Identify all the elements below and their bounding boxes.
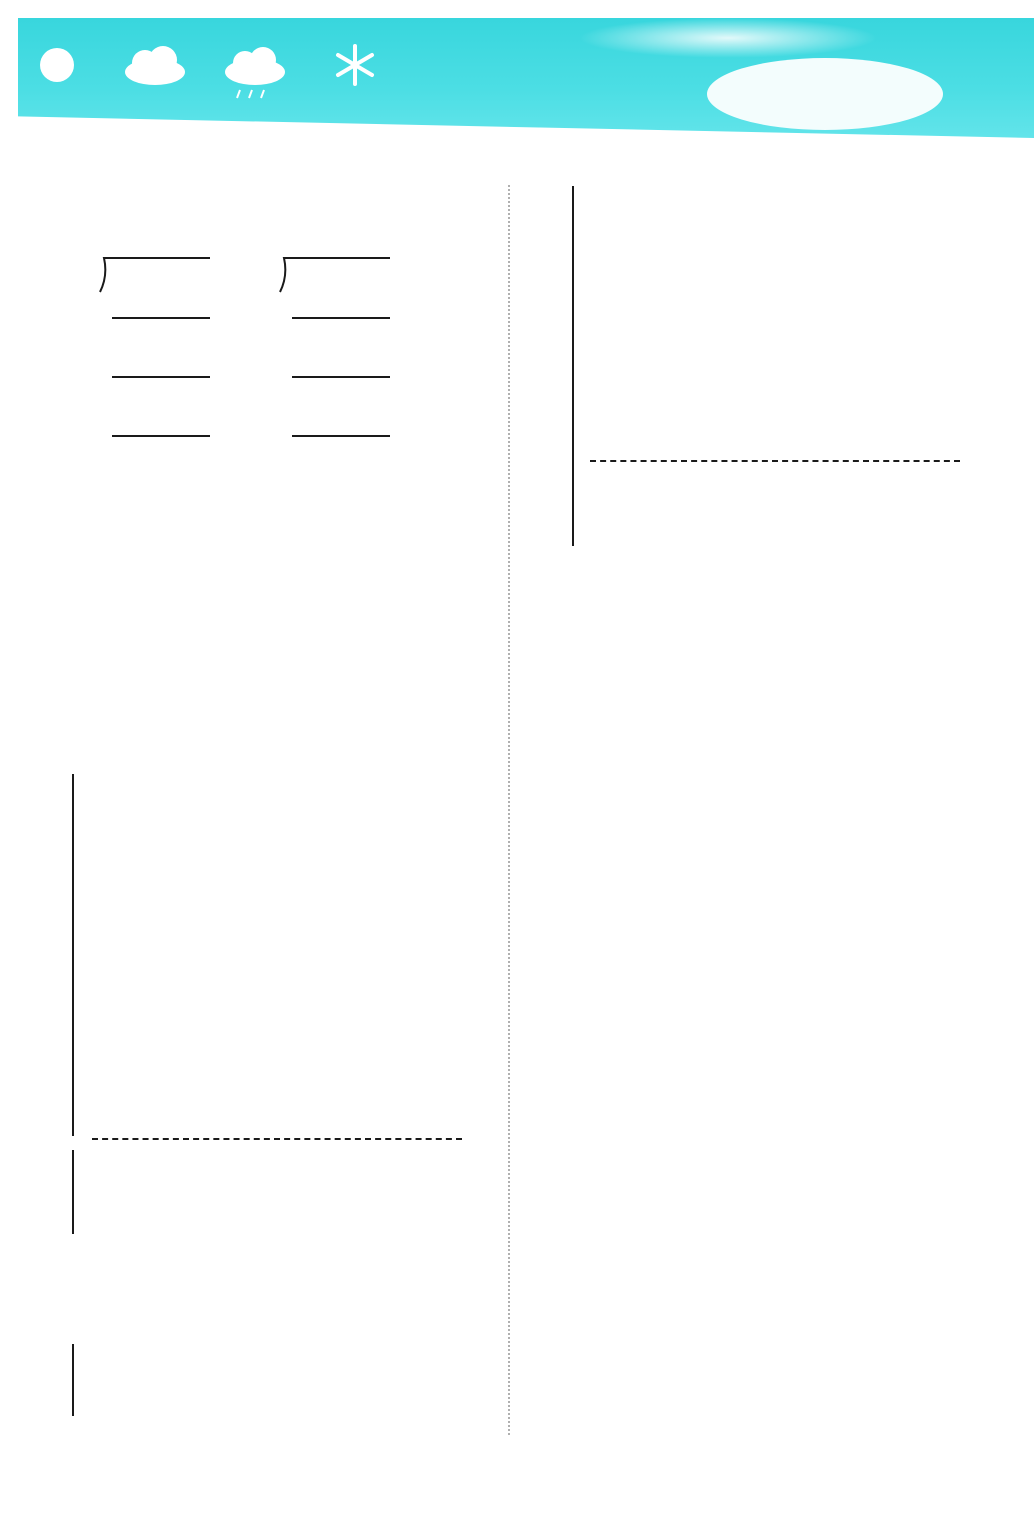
- dashed-separator: [590, 460, 960, 462]
- column-divider: [508, 185, 510, 1435]
- rain-cloud-icon: [225, 47, 285, 98]
- division-bracket: [98, 256, 218, 296]
- dashed-separator: [92, 1138, 462, 1140]
- bracket-line: [72, 774, 74, 1136]
- division-line: [112, 317, 210, 319]
- bracket-line: [72, 1150, 74, 1234]
- division-line: [112, 376, 210, 378]
- division-line: [292, 317, 390, 319]
- division-line: [112, 435, 210, 437]
- cloud-icon: [125, 46, 185, 85]
- bracket-line: [72, 1344, 74, 1416]
- header-shine: [578, 18, 878, 58]
- snowflake-icon: [338, 46, 372, 84]
- sun-icon: [40, 48, 74, 82]
- division-line: [292, 435, 390, 437]
- division-line: [292, 376, 390, 378]
- bracket-line: [572, 186, 574, 546]
- division-bracket: [278, 256, 398, 296]
- weather-icons: [30, 40, 410, 110]
- answer-badge: [707, 58, 943, 130]
